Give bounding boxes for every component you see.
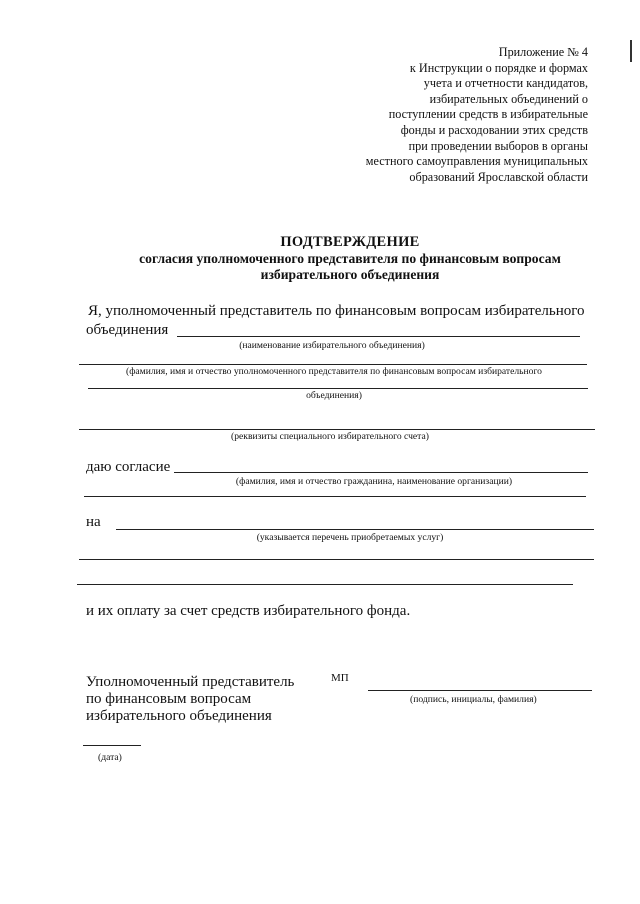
services-field-2[interactable] [79,559,594,560]
on-label: на [86,514,101,530]
signature-field[interactable] [368,690,592,691]
caption-representative-name: (фамилия, имя и отчество уполномоченного представителя по финансовым вопросам избирательного [126,366,542,377]
document-title [60,234,640,283]
title-subtitle-line2: избирательного объединения [260,267,440,282]
stamp-label: МП [331,672,349,684]
header-line: местного самоуправления муниципальных [365,154,588,169]
appendix-header [328,45,588,185]
representative-name-field-2[interactable] [88,388,588,389]
header-line: к Инструкции о порядке и формах [409,60,588,75]
header-line: при проведении выборов в органы [408,138,588,153]
caption-citizen-name: (фамилия, имя и отчество гражданина, наименование организации) [235,476,513,487]
header-line: учета и отчетности кандидатов, [423,76,588,91]
representative-name-field[interactable] [79,364,587,365]
citizen-name-field[interactable] [174,472,588,473]
caption-org-name: (наименование избирательного объединения) [239,340,425,351]
statement-line1: Я, уполномоченный представитель по финансовым вопросам избирательного [88,303,585,319]
header-line: Приложение № 4 [498,45,588,59]
services-field[interactable] [116,529,594,530]
header-line: образований Ярославской области [409,169,588,184]
citizen-name-field-2[interactable] [84,496,586,497]
caption-services: (указывается перечень приобретаемых услуг) [256,532,444,543]
scan-edge-mark [630,40,632,62]
title-main: ПОДТВЕРЖДЕНИЕ [280,234,420,250]
signer-title-line3: избирательного объединения [86,708,272,724]
header-line: поступлении средств в избирательные [388,107,588,122]
caption-representative-name-2: объединения) [306,390,362,401]
caption-bank-account: (реквизиты специального избирательного счета) [231,431,429,442]
header-line: избирательных объединений о [429,91,588,106]
payment-statement: и их оплату за счет средств избирательного фонда. [86,603,411,619]
services-field-3[interactable] [77,584,573,585]
bank-account-field[interactable] [79,429,595,430]
header-line: фонды и расходовании этих средств [400,122,588,137]
signer-title-line1: Уполномоченный представитель [86,674,295,690]
signer-title-line2: по финансовым вопросам [86,691,252,707]
title-subtitle-line1: согласия уполномоченного представителя по финансовым вопросам [139,251,561,266]
date-field[interactable] [83,745,141,746]
caption-signature: (подпись, инициалы, фамилия) [410,694,537,705]
statement-line2-label: объединения [86,322,169,338]
consent-label: даю согласие [86,459,171,475]
caption-date: (дата) [98,752,122,763]
org-name-field[interactable] [177,336,580,337]
